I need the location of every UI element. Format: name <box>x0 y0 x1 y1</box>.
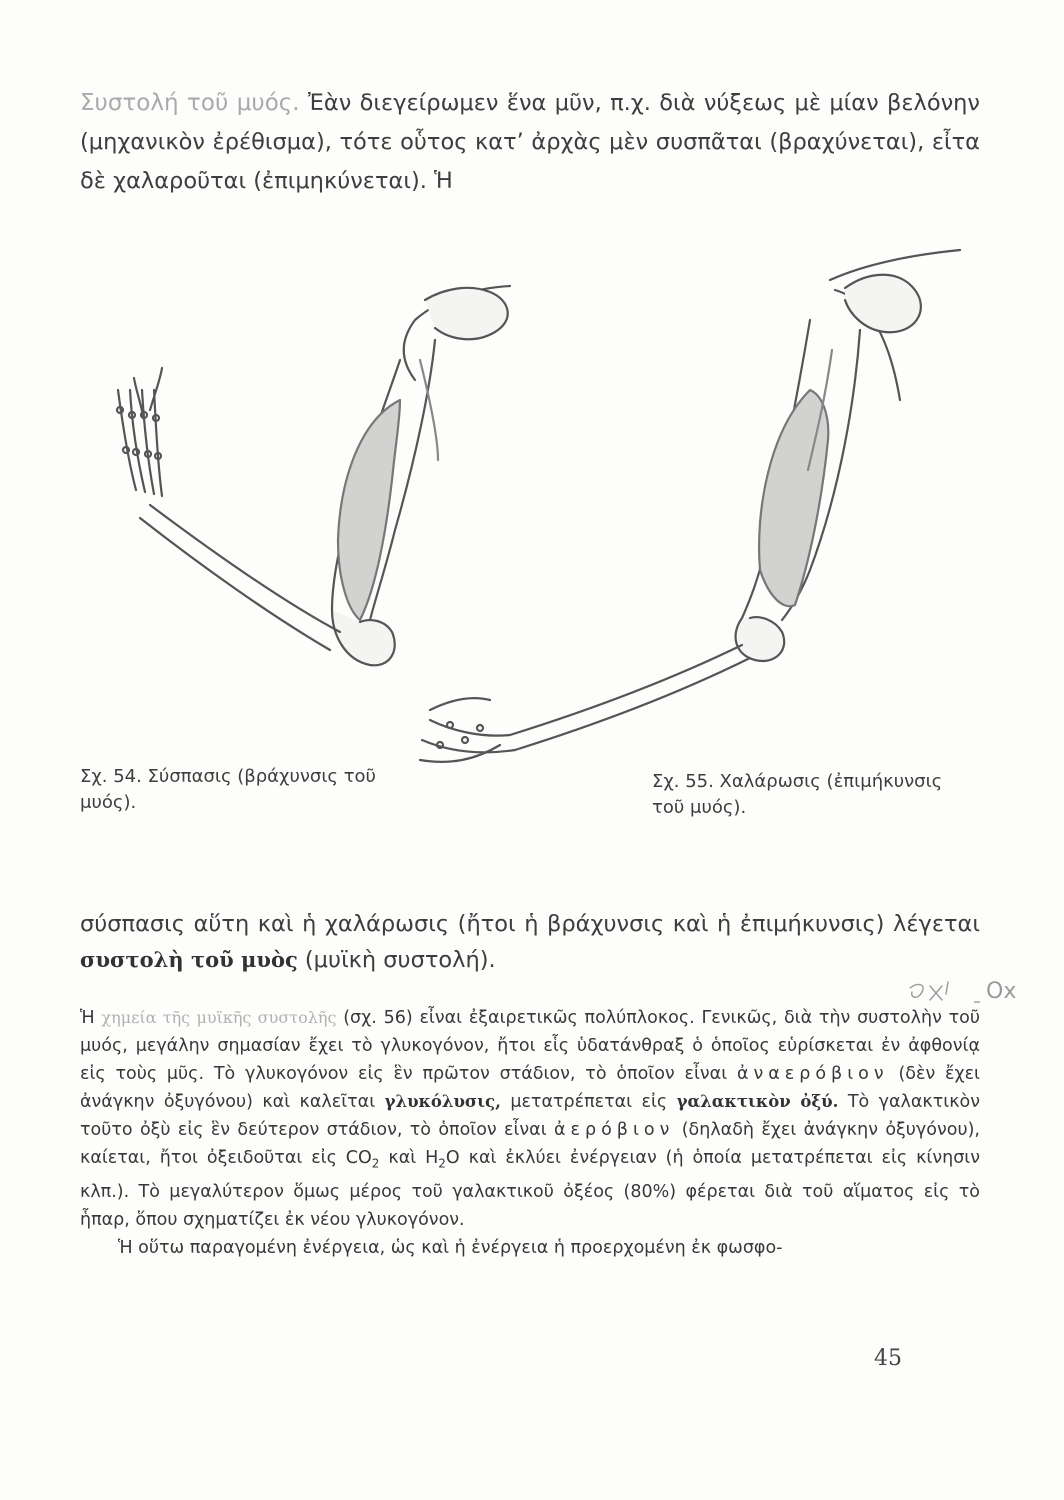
text-segment: καὶ <box>388 1148 417 1168</box>
formula-subscript: 2 <box>438 1156 446 1171</box>
chemistry-paragraph <box>80 1004 980 1234</box>
text-segment: μετατρέπεται εἰς <box>510 1092 668 1112</box>
formula-part: H <box>425 1148 439 1168</box>
arm-muscle-figure <box>70 240 970 800</box>
intro-text: Ἐὰν διεγείρωμεν ἕνα μῦν, π.χ. διὰ νύξεως μὲ μίαν βελόνην (μηχανικὸν ἐρέθισμα), τότε οὗτος κατ’ ἀρχὰς μὲν συσπᾶται (βραχύνεται), εἶτα δὲ χαλαροῦται (ἐπιμηκύνεται). Ἡ <box>80 90 980 194</box>
section-heading: Συστολή τοῦ μυός. <box>80 90 300 116</box>
formula-co2 <box>345 1148 380 1171</box>
faded-subheading: χημεία τῆς μυϊκῆς συστολῆς <box>101 1008 337 1027</box>
term-glycolysis: γλυκόλυσις, <box>384 1092 501 1111</box>
page-number: 45 <box>874 1346 902 1371</box>
formula-h2o <box>425 1148 460 1171</box>
formula-subscript: 2 <box>371 1156 380 1171</box>
formula-part: O <box>445 1148 460 1168</box>
figure-54-caption: Σχ. 54. Σύσπασις (βράχυνσις τοῦ μυός). <box>80 766 376 813</box>
intro-paragraph <box>80 84 980 201</box>
chemistry-section <box>80 1004 980 1262</box>
handwritten-text: Ox <box>986 979 1017 1004</box>
contracted-arm-drawing <box>117 286 510 665</box>
term-muscle-contraction: συστολὴ τοῦ μυὸς <box>80 947 298 972</box>
text-segment: (δηλαδὴ ἔχει ἀνάγκην ὀξυγόνου), καίεται, ἤτοι ὀξειδοῦται εἰς <box>80 1120 980 1168</box>
figure-55-caption: Σχ. 55. Χαλάρωσις (ἐπιμήκυνσις τοῦ μυός). <box>652 771 943 818</box>
term-lactic-acid: γαλακτικὸν ὀξύ. <box>676 1092 839 1111</box>
text-segment: (δὲν ἔχει ἀνάγκην ὀξυγόνου) καὶ καλεῖται <box>80 1064 980 1112</box>
text-segment: (σχ. 56) εἶναι ἐξαιρετικῶς πολύπλοκος. Γενικῶς, διὰ τὴν συστολὴν τοῦ μυός, μεγάλην σημασίαν ἔχει τὸ γλυκογόνον, ἤτοι εἷς ὑδατάνθραξ ὁ ὁποῖος εὑρίσκεται ἐν ἀφθονίᾳ εἰς τοὺς μῦς. Τὸ γλυκογόνον εἰς ἓν πρῶτον στάδιον, τὸ ὁποῖον εἶναι <box>80 1008 980 1084</box>
text-segment: Τὸ γαλακτικὸν τοῦτο ὀξὺ εἰς ἓν δεύτερον στάδιον, τὸ ὁποῖον εἶναι <box>80 1092 980 1140</box>
definition-paragraph <box>80 906 980 978</box>
definition-text-after: (μυϊκὴ συστολή). <box>304 947 496 973</box>
arm-illustrations <box>70 240 970 800</box>
paragraph-start: Ἡ <box>80 1008 95 1028</box>
spaced-term-aerobic: ἀερόβιον <box>553 1120 675 1140</box>
text-segment: καὶ ἐκλύει ἐνέργειαν (ἡ ὁποία μετατρέπεται εἰς κίνησιν κλπ.). Τὸ μεγαλύτερον ὅμως μέρος τοῦ γαλακτικοῦ ὀξέος (80%) φέρεται διὰ τοῦ αἵματος εἰς τὸ ἧπαρ, ὅπου σχηματίζει ἐκ νέου γλυκογόνον. <box>80 1148 980 1230</box>
energy-paragraph: Ἡ οὕτω παραγομένη ἐνέργεια, ὡς καὶ ἡ ἐνέργεια ἡ προερχομένη ἐκ φωσφο- <box>118 1237 783 1258</box>
spaced-term-anaerobic: ἀναερόβιον <box>736 1064 889 1084</box>
formula-part: CO <box>345 1148 372 1168</box>
definition-text-before: σύσπασις αὕτη καὶ ἡ χαλάρωσις (ἤτοι ἡ βράχυνσις καὶ ἡ ἐπιμήκυνσις) λέγεται <box>80 911 980 937</box>
